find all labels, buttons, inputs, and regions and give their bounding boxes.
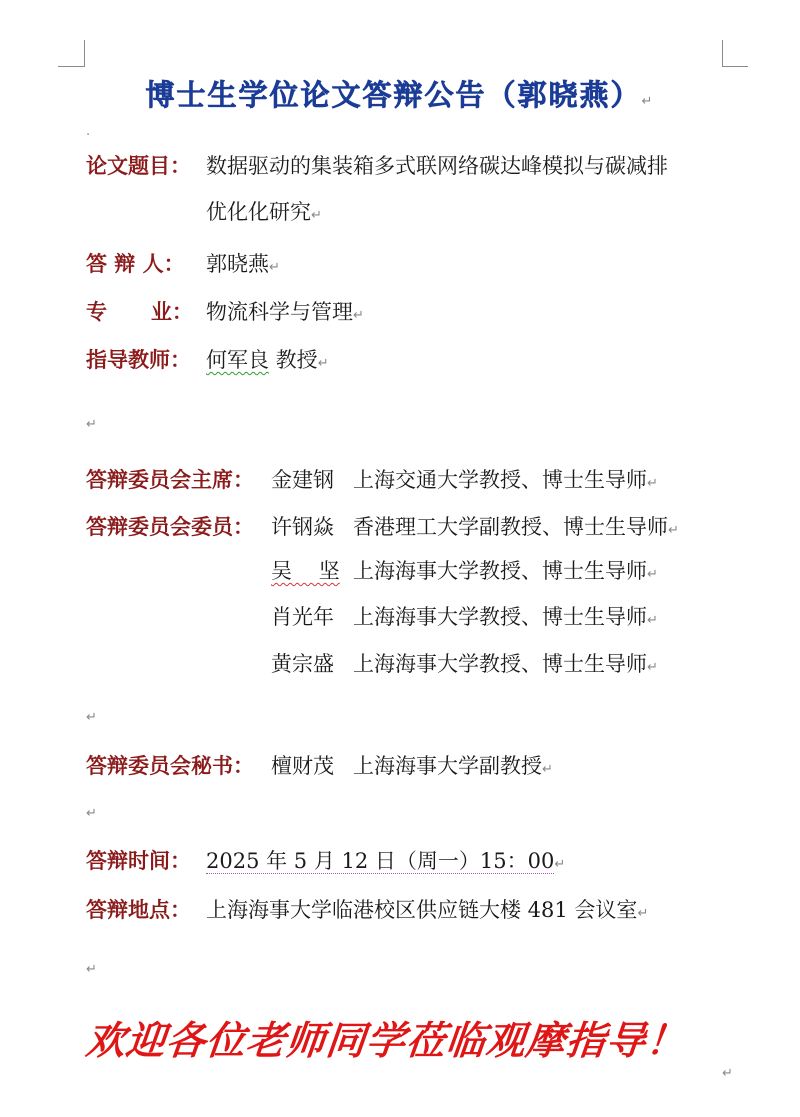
document-title — [0, 73, 800, 114]
committee-member-affiliation: 上海海事大学教授、博士生导师↵ — [353, 652, 658, 676]
committee-member-affiliation: 上海海事大学教授、博士生导师↵ — [353, 605, 658, 629]
advisor-value: 何军良 教授↵ — [206, 348, 329, 372]
committee-member-name: 黄宗盛 — [271, 652, 334, 676]
crop-mark-top-left-v — [84, 40, 85, 67]
advisor-label: 指导教师： — [86, 347, 191, 372]
committee-member-name: 肖光年 — [271, 605, 334, 629]
empty-paragraph-mark: ↵ — [86, 806, 97, 821]
major-value: 物流科学与管理↵ — [206, 300, 364, 324]
paragraph-mark: ↵ — [722, 1066, 733, 1081]
committee-secretary-name: 檀财茂 — [271, 754, 334, 778]
committee-member-affiliation: 香港理工大学副教授、博士生导师↵ — [353, 515, 679, 539]
committee-members-label: 答辩委员会委员： — [86, 514, 254, 539]
crop-mark-top-right-h — [722, 66, 748, 67]
thesis-title-line2: 优化化研究↵ — [206, 200, 322, 224]
defense-location-label: 答辩地点： — [86, 897, 191, 922]
defender-label: 答 辩 人： — [86, 251, 185, 276]
committee-chair-affiliation: 上海交通大学教授、博士生导师↵ — [353, 468, 658, 492]
committee-member-name: 许钢焱 — [271, 515, 334, 539]
committee-member-affiliation: 上海海事大学教授、博士生导师↵ — [353, 559, 658, 583]
committee-secretary-affiliation: 上海海事大学副教授↵ — [353, 754, 553, 778]
crop-mark-top-left-h — [58, 66, 84, 67]
paragraph-mark: . — [86, 124, 91, 139]
committee-chair-name: 金建钢 — [271, 468, 334, 492]
defense-time-label: 答辩时间： — [86, 848, 191, 873]
committee-chair-label: 答辩委员会主席： — [86, 467, 254, 492]
crop-mark-top-right-v — [722, 40, 723, 67]
defender-name: 郭晓燕↵ — [206, 252, 280, 276]
committee-secretary-label: 答辩委员会秘书： — [86, 753, 254, 778]
thesis-title-line1: 数据驱动的集装箱多式联网络碳达峰模拟与碳减排 — [206, 154, 668, 178]
empty-paragraph-mark: ↵ — [86, 962, 97, 977]
major-label: 专 业： — [86, 299, 193, 324]
welcome-banner: 欢迎各位老师同学莅临观摩指导！ — [83, 1018, 689, 1064]
empty-paragraph-mark: ↵ — [86, 710, 97, 725]
defense-time-value: 2025 年 5 月 12 日（周一）15：00↵ — [206, 849, 566, 873]
title-text: 博士生学位论文答辩公告（郭晓燕） — [145, 78, 642, 112]
empty-paragraph-mark: ↵ — [86, 417, 97, 432]
committee-member-name: 吴 坚 — [271, 559, 340, 583]
paragraph-mark: ↵ — [641, 94, 655, 109]
defense-location-value: 上海海事大学临港校区供应链大楼 481 会议室↵ — [206, 898, 649, 922]
thesis-label: 论文题目： — [86, 153, 191, 178]
